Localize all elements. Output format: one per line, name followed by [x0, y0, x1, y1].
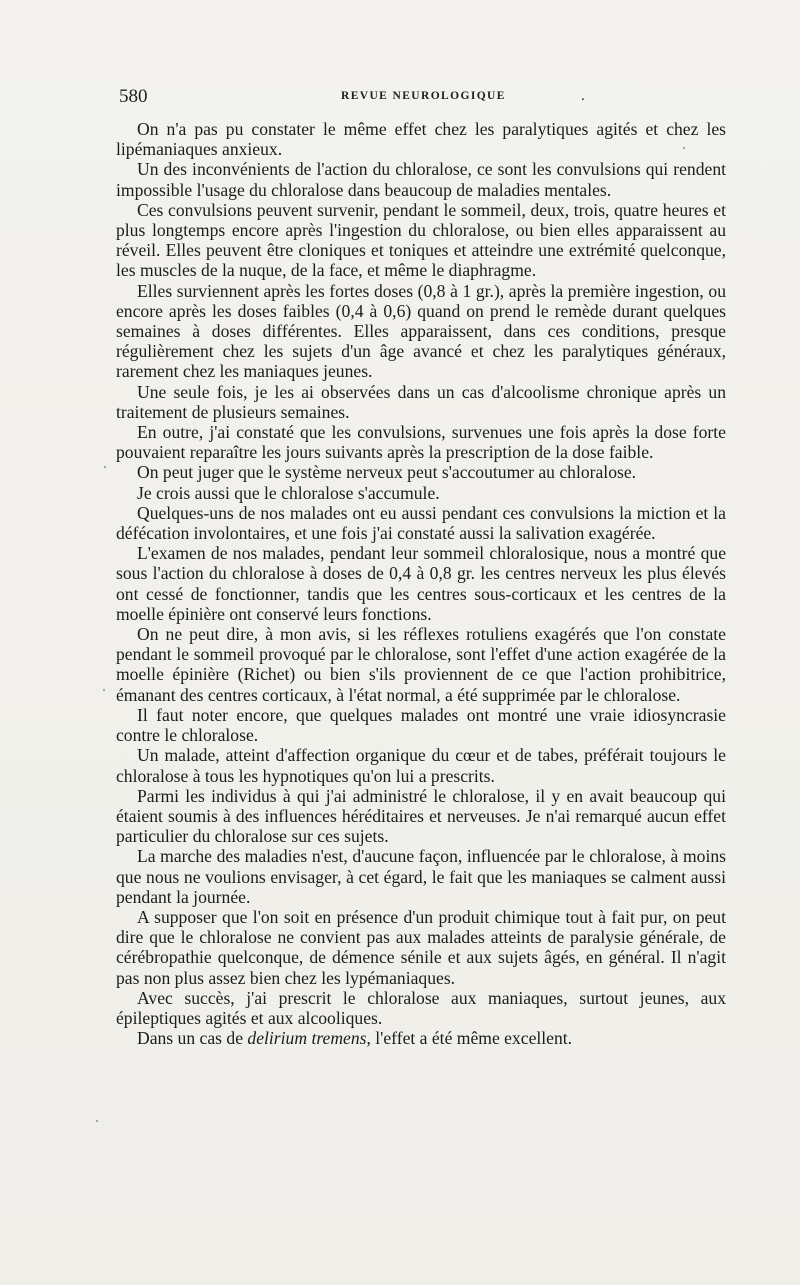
print-speck	[104, 466, 106, 468]
paragraph: Je crois aussi que le chloralose s'accumule.	[137, 482, 440, 503]
paragraph: Parmi les individus à qui j'ai administré le chloralose, il y en avait beaucoup qui étaient soumis à des influences héréditaires et nerveuses. Je n'ai remarqué aucun effet particulier du chloralose sur ces sujets.	[116, 785, 726, 847]
paragraph-last	[116, 1028, 726, 1048]
paragraph: On ne peut dire, à mon avis, si les réflexes rotuliens exagérés que l'on constate pendant le sommeil provoqué par le chloralose, sont l'effet d'une action exagérée de la moelle épinière (Richet) ou bien s'ils proviennent de ce que l'action prohibitrice, émanant des centres corticaux, à l'état normal, a été supprimée par le chloralose.	[116, 624, 726, 705]
paragraph: Un malade, atteint d'affection organique du cœur et de tabes, préférait toujours le chloralose à tous les hypnotiques qu'on lui a prescrits.	[116, 745, 726, 786]
paragraph: Avec succès, j'ai prescrit le chloralose aux maniaques, surtout jeunes, aux épileptiques agités et aux alcooliques.	[116, 987, 726, 1028]
page-number: 580	[119, 86, 148, 107]
header-mark: .	[581, 88, 585, 104]
paragraph: On n'a pas pu constater le même effet chez les paralytiques agités et chez les lipémaniaques anxieux.	[116, 119, 726, 160]
page-header	[116, 86, 730, 110]
paragraph: A supposer que l'on soit en présence d'un produit chimique tout à fait pur, on peut dire que le chloralose ne convient pas aux malades atteints de paralysie générale, de cérébropathie quelconque, de démence sénile et aux sujets âgés, en général. Il n'agit pas non plus assez bien chez les lypémaniaques.	[116, 906, 726, 988]
last-paragraph-start: Dans un cas de	[137, 1028, 248, 1049]
italic-term: delirium tremens	[247, 1028, 367, 1049]
running-title: REVUE NEUROLOGIQUE	[341, 90, 506, 102]
paragraph: Une seule fois, je les ai observées dans un cas d'alcoolisme chronique après un traitement de plusieurs semaines.	[116, 381, 726, 422]
paragraph: Il faut noter encore, que quelques malades ont montré une vraie idiosyncrasie contre le chloralose.	[116, 704, 726, 746]
paragraph: On peut juger que le système nerveux peut s'accoutumer au chloralose.	[137, 462, 637, 483]
paragraph: Un des inconvénients de l'action du chloralose, ce sont les convulsions qui rendent impossible l'usage du chloralose dans beaucoup de maladies mentales.	[116, 159, 726, 200]
paragraph: Quelques-uns de nos malades ont eu aussi pendant ces convulsions la miction et la défécation involontaires, et une fois j'ai constaté aussi la salivation exagérée.	[116, 502, 726, 544]
paragraph: Ces convulsions peuvent survenir, pendant le sommeil, deux, trois, quatre heures et plus longtemps encore après l'ingestion du chloralose, ou bien elles apparaissent au réveil. Elles peuvent être cloniques et toniques et atteindre une extrémité quelconque, les muscles de la nuque, de la face, et même le diaphragme.	[116, 199, 726, 281]
paragraph: En outre, j'ai constaté que les convulsions, survenues une fois après la dose forte pouvaient reparaître les jours suivants après la prescription de la dose faible.	[116, 422, 726, 463]
paragraph: Elles surviennent après les fortes doses (0,8 à 1 gr.), après la première ingestion, ou encore après les doses faibles (0,4 à 0,6) quand on prend le remède durant quelques semaines à doses différentes. Elles apparaissent, dans ces conditions, presque régulièrement chez les sujets d'un âge avancé et chez les paralytiques généraux, rarement chez les maniaques jeunes.	[116, 280, 726, 382]
last-paragraph-end: , l'effet a été même excellent.	[366, 1028, 573, 1049]
print-speck	[96, 1120, 98, 1122]
body-text	[116, 119, 726, 1048]
paragraph: La marche des maladies n'est, d'aucune façon, influencée par le chloralose, à moins que nous ne voulions envisager, à cet égard, le fait que les maniaques se calment aussi pendant la journée.	[116, 846, 726, 907]
print-speck	[683, 147, 685, 149]
print-speck	[103, 689, 105, 691]
paragraph: L'examen de nos malades, pendant leur sommeil chloralosique, nous a montré que sous l'action du chloralose à doses de 0,4 à 0,8 gr. les centres nerveux les plus élevés ont cessé de fonctionner, tandis que les centres sous-corticaux et les centres de la moelle épinière ont conservé leurs fonctions.	[116, 543, 726, 624]
